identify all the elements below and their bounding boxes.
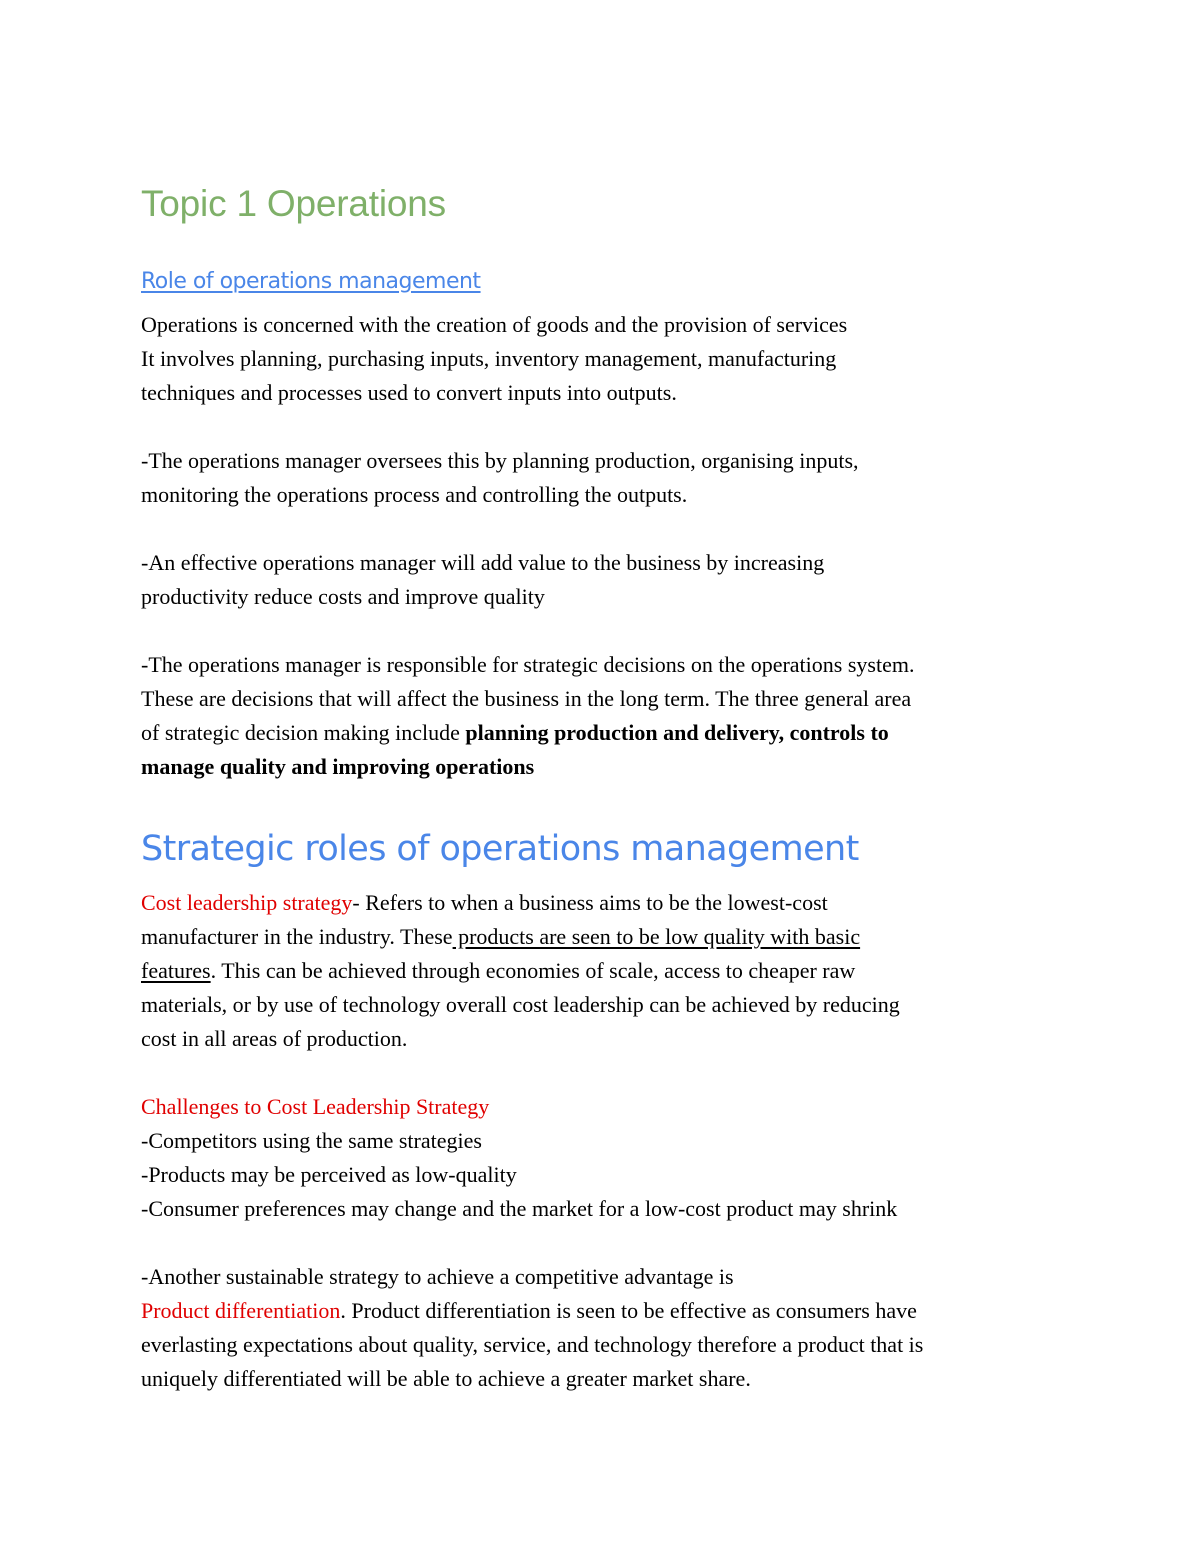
paragraph-differentiation [141,1260,1081,1396]
text-line [141,920,1081,954]
text-plain: - Refers to when a business aims to be the lowest-cost [352,890,828,915]
text-underlined: features [141,958,211,983]
text-line: cost in all areas of production. [141,1026,408,1051]
text-line: It involves planning, purchasing inputs, inventory management, manufacturing [141,346,837,371]
list-item: -Consumer preferences may change and the market for a low-cost product may shrink [141,1196,898,1221]
paragraph-strategic-decisions [141,648,1081,784]
section-role-heading: Role of operations management [141,269,481,294]
section-strategic-roles-heading: Strategic roles of operations management [141,829,859,869]
term-cost-leadership: Cost leadership strategy [141,890,353,915]
paragraph-cost-leadership [141,886,1081,1056]
text-line: materials, or by use of technology overall cost leadership can be achieved by reducing [141,992,900,1017]
text-plain: of strategic decision making include [141,720,466,745]
text-line: monitoring the operations process and controlling the outputs. [141,482,688,507]
text-plain: manufacturer in the industry. These [141,924,453,949]
paragraph-operations-definition [141,308,1081,410]
text-line: -The operations manager is responsible for strategic decisions on the operations system. [141,652,915,677]
text-line: productivity reduce costs and improve quality [141,584,545,609]
text-line [141,954,1081,988]
section-role-heading-wrap [141,230,1081,298]
list-item: -Products may be perceived as low-quality [141,1162,517,1187]
text-line: techniques and processes used to convert inputs into outputs. [141,380,677,405]
document-content [141,178,1081,1396]
text-underlined: products are seen to be low quality with basic [452,924,861,949]
text-line: -The operations manager oversees this by planning production, organising inputs, [141,448,859,473]
text-line: uniquely differentiated will be able to achieve a greater market share. [141,1366,751,1391]
paragraph-manager-oversees [141,444,1081,512]
text-line: These are decisions that will affect the business in the long term. The three general area [141,686,912,711]
text-plain: . Product differentiation is seen to be effective as consumers have [340,1298,917,1323]
text-plain: . This can be achieved through economies of scale, access to cheaper raw [210,958,856,983]
text-line: -Another sustainable strategy to achieve a competitive advantage is [141,1264,734,1289]
paragraph-challenges [141,1090,1081,1226]
challenges-heading: Challenges to Cost Leadership Strategy [141,1094,490,1119]
page-title: Topic 1 Operations [141,183,446,224]
text-bold-line: manage quality and improving operations [141,754,535,779]
text-line [141,886,1081,920]
paragraph-effective-manager [141,546,1081,614]
text-bold: planning production and delivery, controls to [465,720,889,745]
text-line: Operations is concerned with the creation of goods and the provision of services [141,312,848,337]
term-product-differentiation: Product differentiation [141,1298,341,1323]
text-line: -An effective operations manager will add value to the business by increasing [141,550,825,575]
text-line [141,1294,1081,1328]
text-line: everlasting expectations about quality, service, and technology therefore a product that is [141,1332,924,1357]
text-line [141,716,1081,750]
list-item: -Competitors using the same strategies [141,1128,482,1153]
